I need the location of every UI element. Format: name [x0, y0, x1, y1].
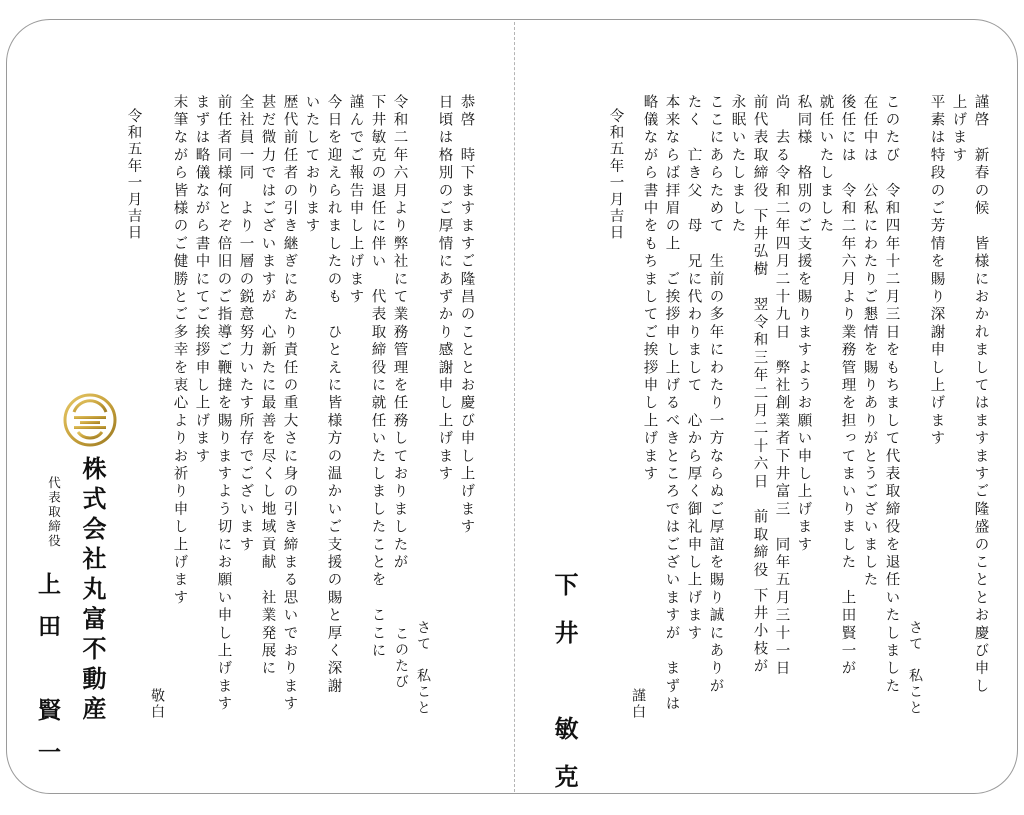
right-body-line-3: 平素は特段のご芳情を賜り深謝申し上げます	[928, 94, 945, 448]
right-closing: 謹白	[630, 688, 646, 720]
left-body-line-11: 全社員一同 より一層の鋭意努力いたす所存でございます	[237, 94, 254, 555]
left-body-line-7: 今日を迎えられましたのも ひとえに皆様方の温かいご支援の賜と厚く深謝	[325, 94, 342, 696]
right-body-line-9: 私同様 格別のご支援を賜りますようお願い申し上げます	[795, 94, 812, 555]
right-body-line-5: このたび 令和四年十二月三日をもちまして代表取締役を退任いたしました	[883, 94, 900, 696]
right-body-line-10: 尚 去る令和二年四月二十九日 弊社創業者下井富三 同年五月三十一日	[773, 94, 790, 679]
left-intro-2: このたび	[393, 626, 409, 690]
right-body-line-2: 上げます	[950, 94, 967, 165]
left-body-line-13: まずは略儀ながら書中にてご挨拶申し上げます	[193, 94, 210, 466]
right-date: 令和五年一月吉日	[607, 108, 624, 242]
right-body-line-1: 謹啓 新春の候 皆様におかれましてはますますご隆盛のこととお慶び申し	[972, 94, 989, 696]
left-signature: 上田 賢一	[34, 572, 61, 782]
left-body-line-6: 謹んでご報告申し上げます	[347, 94, 364, 307]
left-body-line-9: 歴代前任者の引き継ぎにあたり責任の重大さに身の引き締まる思いでおります	[281, 94, 298, 714]
left-body-line-8: いたしております	[303, 94, 320, 236]
right-body-line-12: 永眠いたしました	[729, 94, 746, 236]
left-body-line-1: 恭啓 時下ますますご隆昌のこととお慶び申し上げます	[458, 94, 475, 537]
right-intro: さて 私こと	[907, 620, 923, 716]
right-body-line-13: ここにあらためて 生前の多年にわたり一方ならぬご厚誼を賜り誠にありが	[707, 94, 724, 696]
gold-crest-logo-icon	[62, 392, 118, 448]
right-body-line-16: 略儀ながら書中をもちましてご挨拶申し上げます	[641, 94, 658, 484]
right-body-line-11: 前代表取締役 下井弘樹 翌令和三年二月二十六日 前取締役 下井小枝が	[751, 94, 768, 677]
left-body-line-4: 令和二年六月より弊社にて業務管理を任務しておりましたが	[391, 94, 408, 572]
company-name: 株式会社丸富不動産	[78, 456, 107, 726]
left-body-line-10: 甚だ微力ではございますが 心新たに最善を尽くし地域貢献 社業発展に	[259, 94, 276, 679]
left-body-line-14: 末筆ながら皆様のご健勝とご多幸を衷心よりお祈り申し上げます	[171, 94, 188, 608]
right-body-line-15: 本来ならば拝眉の上 ご挨拶申し上げるべきところではございますが まずは	[663, 94, 680, 714]
center-fold-line	[514, 22, 515, 792]
left-intro: さて 私こと	[415, 620, 431, 716]
left-date: 令和五年一月吉日	[125, 108, 142, 242]
right-body-line-14: たく 亡き父 母 兄に代わりまして 心から厚く御礼申し上げます	[685, 94, 702, 643]
right-body-line-8: 就任いたしました	[817, 94, 834, 236]
left-closing: 敬白	[149, 688, 165, 720]
right-signature: 下井 敏克	[550, 572, 579, 812]
right-body-line-7: 後任には 令和二年六月より業務管理を担ってまいりました 上田賢一が	[839, 94, 856, 679]
left-body-line-12: 前任者同様何とぞ倍旧のご指導ご鞭撻を賜りますよう切にお願い申し上げます	[215, 94, 232, 714]
left-body-line-2: 日頃は格別のご厚情にあずかり感謝申し上げます	[436, 94, 453, 484]
left-body-line-5: 下井敏克の退任に伴い 代表取締役に就任いたしましたことを ここに	[369, 94, 386, 661]
signer-role: 代表取締役	[46, 476, 62, 549]
right-body-line-6: 在任中は 公私にわたりご懇情を賜りありがとうございました	[861, 94, 878, 590]
